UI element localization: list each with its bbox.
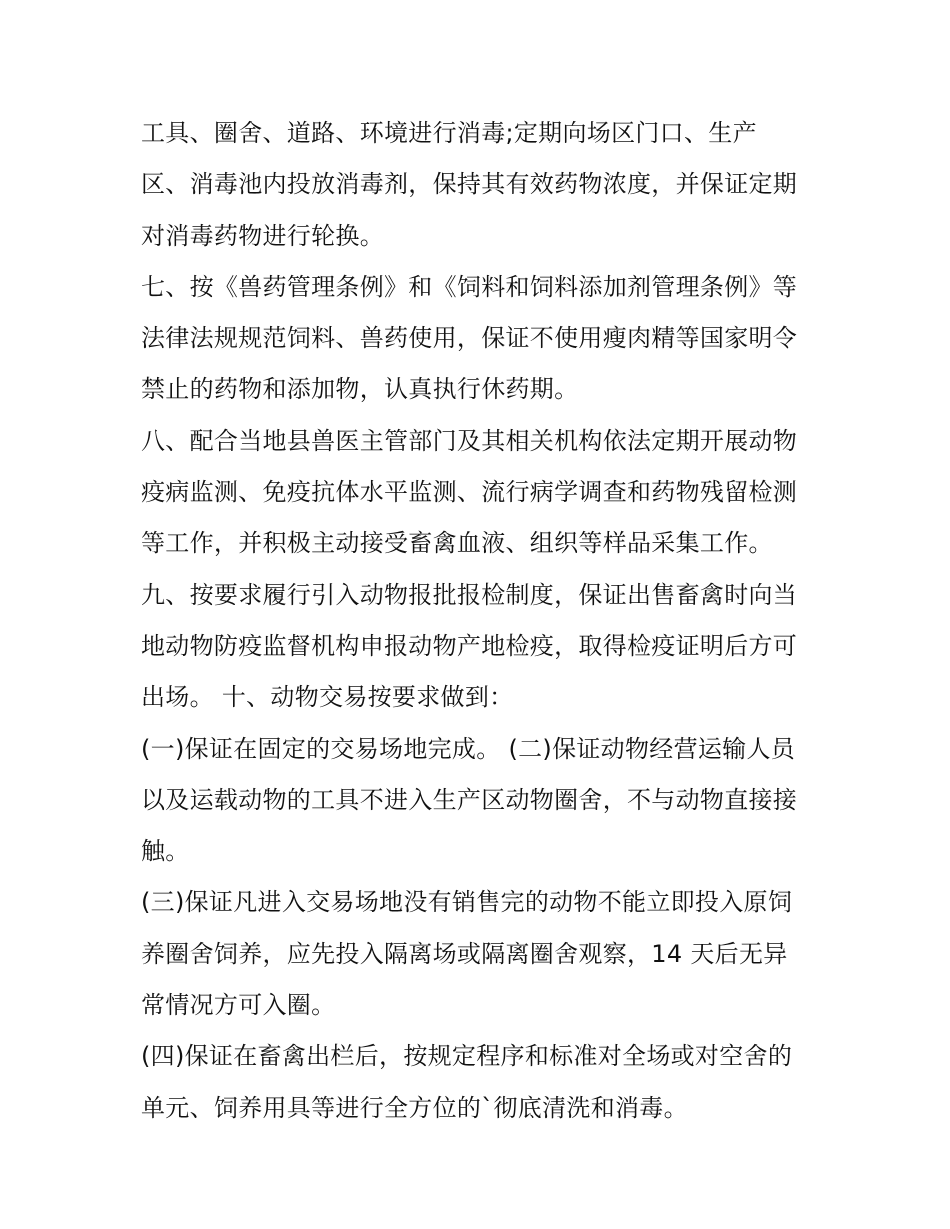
text-line: (一)保证在固定的交易场地完成。 (二)保证动物经营运输人员 [141, 734, 796, 763]
text-line: 法律法规规范饲料、兽药使用，保证不使用瘦肉精等国家明令 [141, 324, 798, 353]
text-line: 以及运载动物的工具不进入生产区动物圈舍，不与动物直接接 [141, 785, 798, 814]
text-line: 工具、圈舍、道路、环境进行消毒;定期向场区门口、生产 [141, 119, 757, 147]
text-line: 九、按要求履行引入动物报批报检制度，保证出售畜禽时向当 [141, 580, 798, 609]
document-body [141, 108, 821, 1134]
text-line: 等工作，并积极主动接受畜禽血液、组织等样品采集工作。 [141, 529, 773, 558]
text-line: 触。 [141, 837, 190, 866]
text-line: 地动物防疫监督机构申报动物产地检疫，取得检疫证明后方可 [141, 631, 798, 660]
text-line: 单元、饲养用具等进行全方位的`彻底清洗和消毒。 [141, 1093, 688, 1122]
text-line: 对消毒药物进行轮换。 [141, 221, 384, 250]
text-line: 区、消毒池内投放消毒剂，保持其有效药物浓度，并保证定期 [141, 170, 798, 199]
text-line: 疫病监测、免疫抗体水平监测、流行病学调查和药物残留检测 [141, 478, 798, 507]
text-line: 常情况方可入圈。 [141, 991, 336, 1020]
text-line: 禁止的药物和添加物，认真执行休药期。 [141, 375, 579, 404]
text-line: (四)保证在畜禽出栏后，按规定程序和标准对全场或对空舍的 [141, 1042, 793, 1071]
text-line: 八、配合当地县兽医主管部门及其相关机构依法定期开展动物 [141, 426, 798, 455]
text-line: 七、按《兽药管理条例》和《饲料和饲料添加剂管理条例》等 [141, 272, 798, 301]
text-line: (三)保证凡进入交易场地没有销售完的动物不能立即投入原饲 [141, 888, 793, 917]
text-line: 养圈舍饲养，应先投入隔离场或隔离圈舍观察，14 天后无异 [141, 939, 788, 968]
text-line: 出场。 十、动物交易按要求做到： [141, 683, 514, 712]
